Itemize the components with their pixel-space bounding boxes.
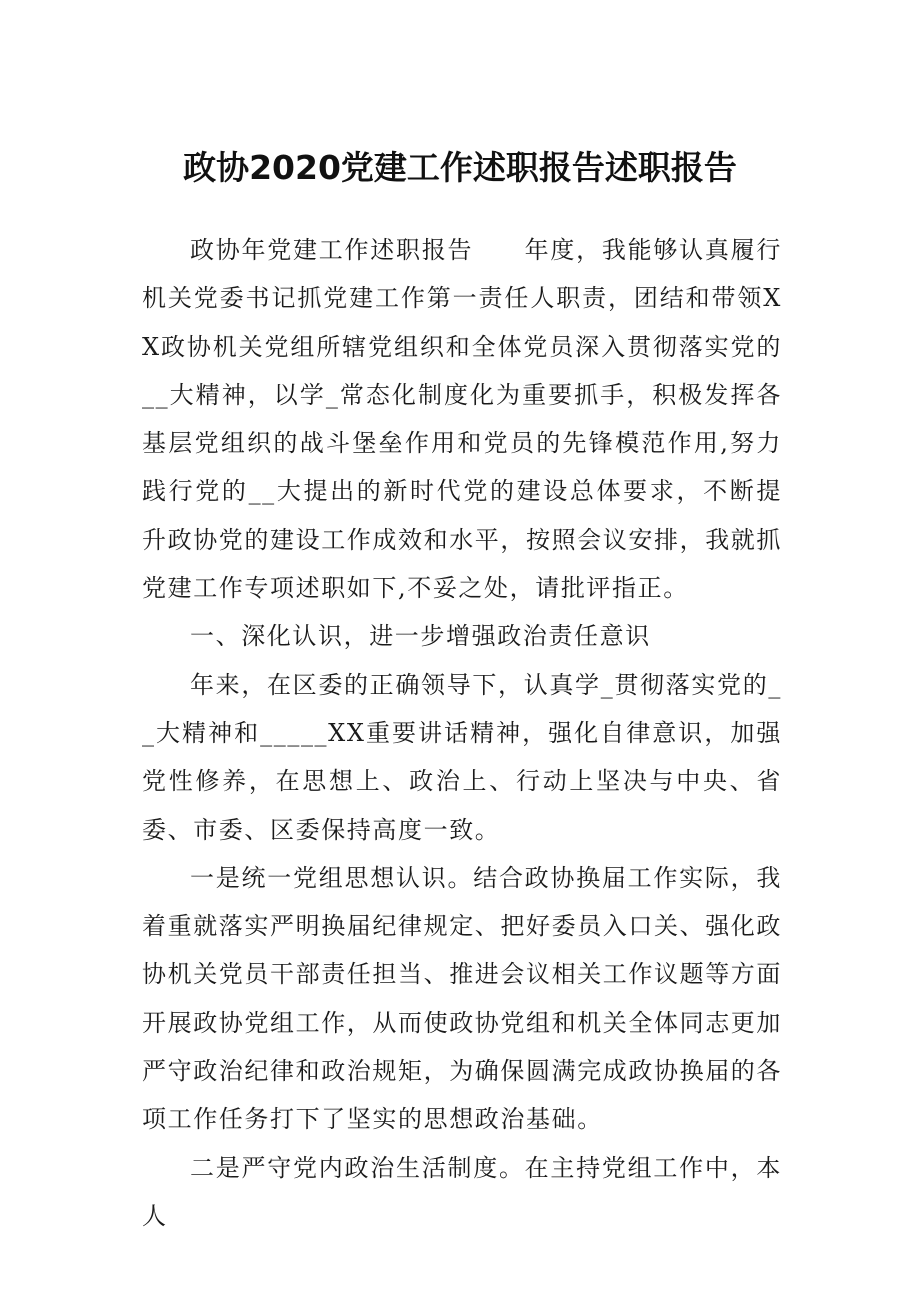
document-title: 政协2020党建工作述职报告述职报告: [183, 148, 737, 187]
paragraph-summary: 年来，在区委的正确领导下，认真学_贯彻落实党的__大精神和_____XX重要讲话精神，强化自律意识，加强党性修养，在思想上、政治上、行动上坚决与中央、省委、市委、区委保持高度一致。: [142, 670, 782, 844]
section-heading-1: 一、深化认识，进一步增强政治责任意识: [190, 622, 651, 651]
paragraph-point-2: 二是严守党内政治生活制度。在主持党组工作中，本人: [142, 1153, 782, 1230]
paragraph-intro: 政协年党建工作述职报告 年度，我能够认真履行机关党委书记抓党建工作第一责任人职责，团结和带领XX政协机关党组所辖党组织和全体党员深入贯彻落实党的__大精神，以学_常态化制度化为重要抓手，积极发挥各基层党组织的战斗堡垒作用和党员的先锋模范作用,努力践行党的__大提出的新时代党的建设总体要求，不断提升政协党的建设工作成效和水平，按照会议安排，我就抓党建工作专项述职如下,不妥之处，请批评指正。: [142, 236, 782, 603]
paragraph-point-1: 一是统一党组思想认识。结合政协换届工作实际，我着重就落实严明换届纪律规定、把好委员入口关、强化政协机关党员干部责任担当、推进会议相关工作议题等方面开展政协党组工作，从而使政协党组和机关全体同志更加严守政治纪律和政治规矩，为确保圆满完成政协换届的各项工作任务打下了坚实的思想政治基础。: [142, 863, 782, 1134]
document-body: [142, 226, 782, 1240]
